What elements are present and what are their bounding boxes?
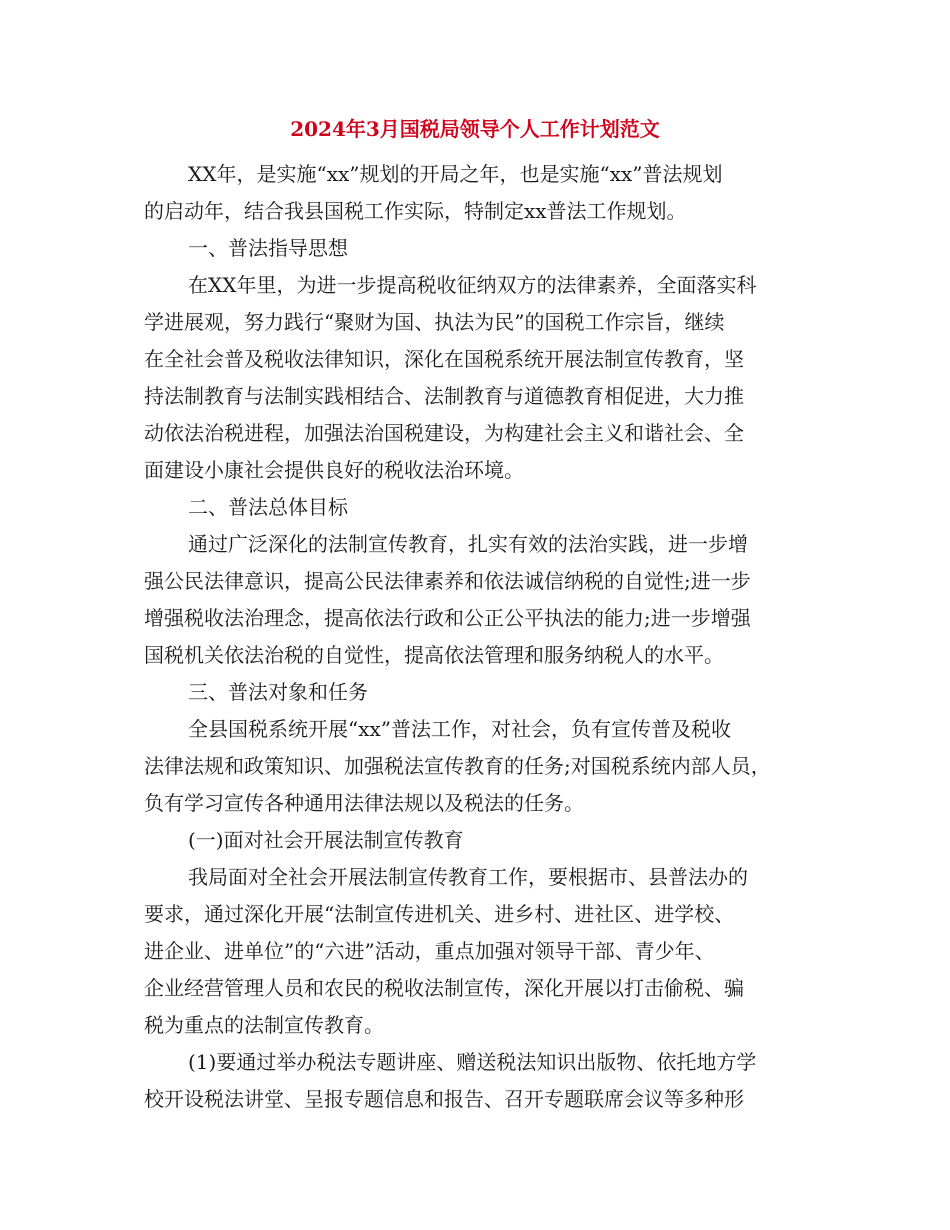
paragraph-line: 增强税收法治理念，提高依法行政和公正公平执法的能力;进一步增强 (144, 606, 751, 630)
paragraph-line: 强公民法律意识，提高公民法律素养和依法诚信纳税的自觉性;进一步 (144, 569, 751, 593)
paragraph-line: 面建设小康社会提供良好的税收法治环境。 (144, 458, 524, 482)
paragraph-line: 进企业、进单位”的“六进”活动，重点加强对领导干部、青少年、 (144, 939, 715, 963)
paragraph-line: XX年，是实施“xx”规划的开局之年，也是实施“xx”普法规划 (188, 162, 723, 186)
paragraph-line: 校开设税法讲堂、呈报专题信息和报告、召开专题联席会议等多种形 (144, 1087, 744, 1111)
paragraph-line: 企业经营管理人员和农民的税收法制宣传，深化开展以打击偷税、骗 (144, 976, 744, 1000)
section-heading: 二、普法总体目标 (188, 495, 348, 519)
paragraph-line: 法律法规和政策知识、加强税法宣传教育的任务;对国税系统内部人员， (144, 754, 771, 778)
paragraph-line: 通过广泛深化的法制宣传教育，扎实有效的法治实践，进一步增 (188, 532, 748, 556)
paragraph-line: 学进展观，努力践行“聚财为国、执法为民”的国税工作宗旨，继续 (144, 310, 725, 334)
paragraph-line: 持法制教育与法制实践相结合、法制教育与道德教育相促进，大力推 (144, 384, 744, 408)
paragraph-line: 全县国税系统开展“xx”普法工作，对社会，负有宣传普及税收 (188, 717, 732, 741)
paragraph-line: 税为重点的法制宣传教育。 (144, 1013, 384, 1037)
paragraph-line: 我局面对全社会开展法制宣传教育工作，要根据市、县普法办的 (188, 865, 748, 889)
subsection-heading: (一)面对社会开展法制宣传教育 (188, 828, 464, 852)
paragraph-line: 在全社会普及税收法律知识，深化在国税系统开展法制宣传教育，坚 (144, 347, 744, 371)
paragraph-line: 要求，通过深化开展“法制宣传进机关、进乡村、进社区、进学校、 (144, 902, 735, 926)
document-title: 2024年3月国税局领导个人工作计划范文 (290, 117, 660, 141)
paragraph-line: (1)要通过举办税法专题讲座、赠送税法知识出版物、依托地方学 (188, 1050, 757, 1074)
paragraph-line: 负有学习宣传各种通用法律法规以及税法的任务。 (144, 791, 584, 815)
paragraph-line: 国税机关依法治税的自觉性，提高依法管理和服务纳税人的水平。 (144, 643, 724, 667)
section-heading: 三、普法对象和任务 (188, 680, 368, 704)
paragraph-line: 在XX年里，为进一步提高税收征纳双方的法律素养，全面落实科 (188, 273, 757, 297)
paragraph-line: 的启动年，结合我县国税工作实际，特制定xx普法工作规划。 (144, 199, 687, 223)
section-heading: 一、普法指导思想 (188, 236, 348, 260)
paragraph-line: 动依法治税进程，加强法治国税建设，为构建社会主义和谐社会、全 (144, 421, 744, 445)
